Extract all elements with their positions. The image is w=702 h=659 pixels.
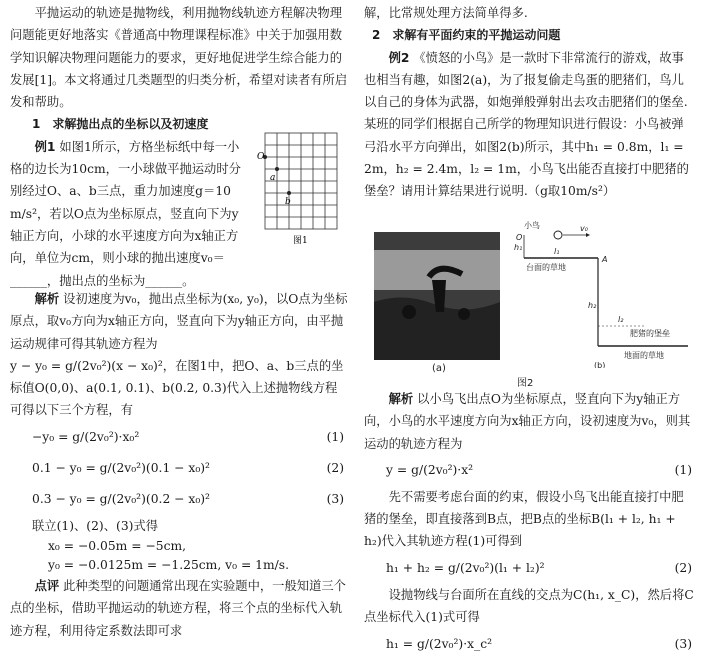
analysis-1-label: 解析 xyxy=(34,292,60,306)
equation-1-body: −y₀ = g/(2v₀²)·x₀² xyxy=(32,430,140,445)
equation-r3 xyxy=(364,628,696,659)
comment-1 xyxy=(10,575,348,642)
equation-3 xyxy=(10,484,348,515)
comment-1-text: 此种类型的问题通常出现在实验题中，一般知道三个点的坐标，借助平抛运动的轨迹方程，将三个点的坐标代入轨迹方程，利用待定系数法即可求 xyxy=(10,579,346,638)
label-o: O xyxy=(257,152,265,162)
section-2-heading: 2 求解有平面约束的平抛运动问题 xyxy=(372,28,561,43)
equation-r2 xyxy=(364,553,696,584)
analysis-1-cont xyxy=(10,355,348,422)
equation-r1 xyxy=(364,455,696,486)
figure-1-grid xyxy=(253,131,343,249)
intro-paragraph: 平抛运动的轨迹是抛物线，利用抛物线轨迹方程解决物理问题能更好地落实《普通高中物理课程标准》中关于加强用数学知识解决物理问题能力的要求，更好地促进学生综合能力的发展[1]。本文将通过几类题型的归类分析，希望对读者有所启发和帮助。 xyxy=(10,6,348,110)
figure-2b-diagram xyxy=(506,218,696,368)
equation-r2-body: h₁ + h₂ = g/(2v₀²)(l₁ + l₂)² xyxy=(386,561,545,576)
bird-label: 小鸟 xyxy=(524,221,540,230)
equation-2-body: 0.1 − y₀ = g/(2v₀²)(0.1 − x₀)² xyxy=(32,461,210,476)
analysis-1-text2: ，在图1中，把O、a、b三点的坐标值O(0,0)、a(0.1, 0.1)、b(0.2, 0.3)代入上述抛物线方程可得以下三个方程，有 xyxy=(10,358,344,418)
equation-r3-body: h₁ = g/(2v₀²)·x_c² xyxy=(386,636,493,651)
point-a xyxy=(275,167,279,171)
origin-label: O xyxy=(516,233,523,242)
l1-label: l₁ xyxy=(554,247,560,256)
platform-label: 台面的草地 xyxy=(526,263,566,272)
solve-line-1: x₀ = −0.05m = −5cm, xyxy=(48,539,187,554)
l2-label: l₂ xyxy=(618,315,624,324)
h2-label: h₂ xyxy=(588,301,597,310)
figure-1-caption: 图1 xyxy=(293,236,308,246)
analysis-2-label: 解析 xyxy=(388,392,414,406)
figure-2a-photo xyxy=(374,232,500,374)
equation-3-body: 0.3 − y₀ = g/(2v₀²)(0.2 − x₀)² xyxy=(32,492,210,507)
paragraph-c-point: 设抛物线与台面所在直线的交点为C(h₁, x_C)，然后将C点坐标代入(1)式可得 xyxy=(364,587,694,625)
equation-3-number: (3) xyxy=(326,492,344,507)
section-1-heading: 1 求解抛出点的坐标以及初速度 xyxy=(32,117,209,132)
equation-r1-body: y = g/(2v₀²)·x² xyxy=(386,463,474,478)
bird-icon xyxy=(554,231,562,239)
example-2-text: 《愤怒的小鸟》是一款时下非常流行的游戏，故事也相当有趣，如图2(a)，为了报复偷走鸟蛋的肥猪们，鸟儿以自己的身体为武器，如炮弹般弹射出去攻击肥猪们的堡垒. 某班的同学们根据自己所学的物理知识进行假设：小鸟被弹弓沿水平方向弹出，如图2(b)所示，其中h₁ = 0.8m，l₁ = 2m，h₂ = 2.4m，l₂ = 1m，小鸟飞出能否直接打中肥猪的堡垒？请用计算结果进行说明.（g取10m/s²） xyxy=(364,50,689,199)
equation-2 xyxy=(10,453,348,484)
equation-1-number: (1) xyxy=(326,430,344,445)
solve-intro: 联立(1)、(2)、(3)式得 xyxy=(32,518,159,533)
example-1-label: 例1 xyxy=(34,139,56,154)
equation-1 xyxy=(10,422,348,453)
example-2-label: 例2 xyxy=(388,50,410,65)
fort-label: 肥猪的堡垒 xyxy=(630,329,670,338)
figure-2a-label: (a) xyxy=(432,363,446,374)
analysis-1-text: 设初速度为v₀，抛出点坐标为(x₀, y₀)，以O点为坐标原点，取v₀方向为x轴正方向，竖直向下为y轴正方向，由平抛运动规律可得其轨迹方程为 xyxy=(10,292,348,351)
label-a: a xyxy=(270,173,276,183)
equation-r2-number: (2) xyxy=(674,561,692,576)
ground-label: 地面的草地 xyxy=(624,351,664,360)
equation-2-number: (2) xyxy=(326,461,344,476)
analysis-1 xyxy=(10,288,348,355)
left-column-lower xyxy=(10,288,348,642)
paragraph-b-point: 先不需要考虑台面的约束，假设小鸟飞出能直接打中肥猪的堡垒，即直接落到B点，把B点的坐标B(l₁ + l₂, h₁ + h₂)代入其轨迹方程(1)可得到 xyxy=(364,489,684,549)
angry-birds-scene xyxy=(374,232,500,360)
right-column-lower xyxy=(364,388,696,659)
v0-label: v₀ xyxy=(580,224,588,233)
a-label: A xyxy=(602,255,608,264)
analysis-2-text: 以小鸟飞出点O为坐标原点，竖直向下为y轴正方向，小鸟的水平速度方向为x轴正方向，设初速度为v₀，则其运动的轨迹方程为 xyxy=(364,392,691,451)
equation-r1-number: (1) xyxy=(674,463,692,478)
point-b xyxy=(287,191,291,195)
h1-label: h₁ xyxy=(514,243,523,252)
solve-line-2: y₀ = −0.0125m = −1.25cm, v₀ = 1m/s. xyxy=(48,558,290,573)
right-continuation: 解，比常规处理方法简单得多. xyxy=(364,6,528,20)
right-column xyxy=(364,0,696,203)
analysis-2 xyxy=(364,388,696,455)
equation-r3-number: (3) xyxy=(674,636,692,651)
trajectory-equation: y − y₀ = g/(2v₀²)(x − x₀)² xyxy=(10,358,163,373)
figure-2b-label: (b) xyxy=(594,361,606,368)
figure-2-caption: 图2 xyxy=(517,378,534,389)
example-2 xyxy=(364,47,696,203)
example-1 xyxy=(10,136,250,292)
example-1-text: 如图1所示，方格坐标纸中每一小格的边长为10cm，一小球做平抛运动时分别经过O、a、b三点，重力加速度g＝10 m/s²，若以O点为坐标原点，竖直向下为y轴正方向，小球的水平速度方向为x轴正方向，单位为cm，则小球的抛出速度v₀＝______，抛出点的坐标为______。 xyxy=(10,139,241,288)
comment-1-label: 点评 xyxy=(34,579,60,594)
label-b: b xyxy=(285,197,291,207)
